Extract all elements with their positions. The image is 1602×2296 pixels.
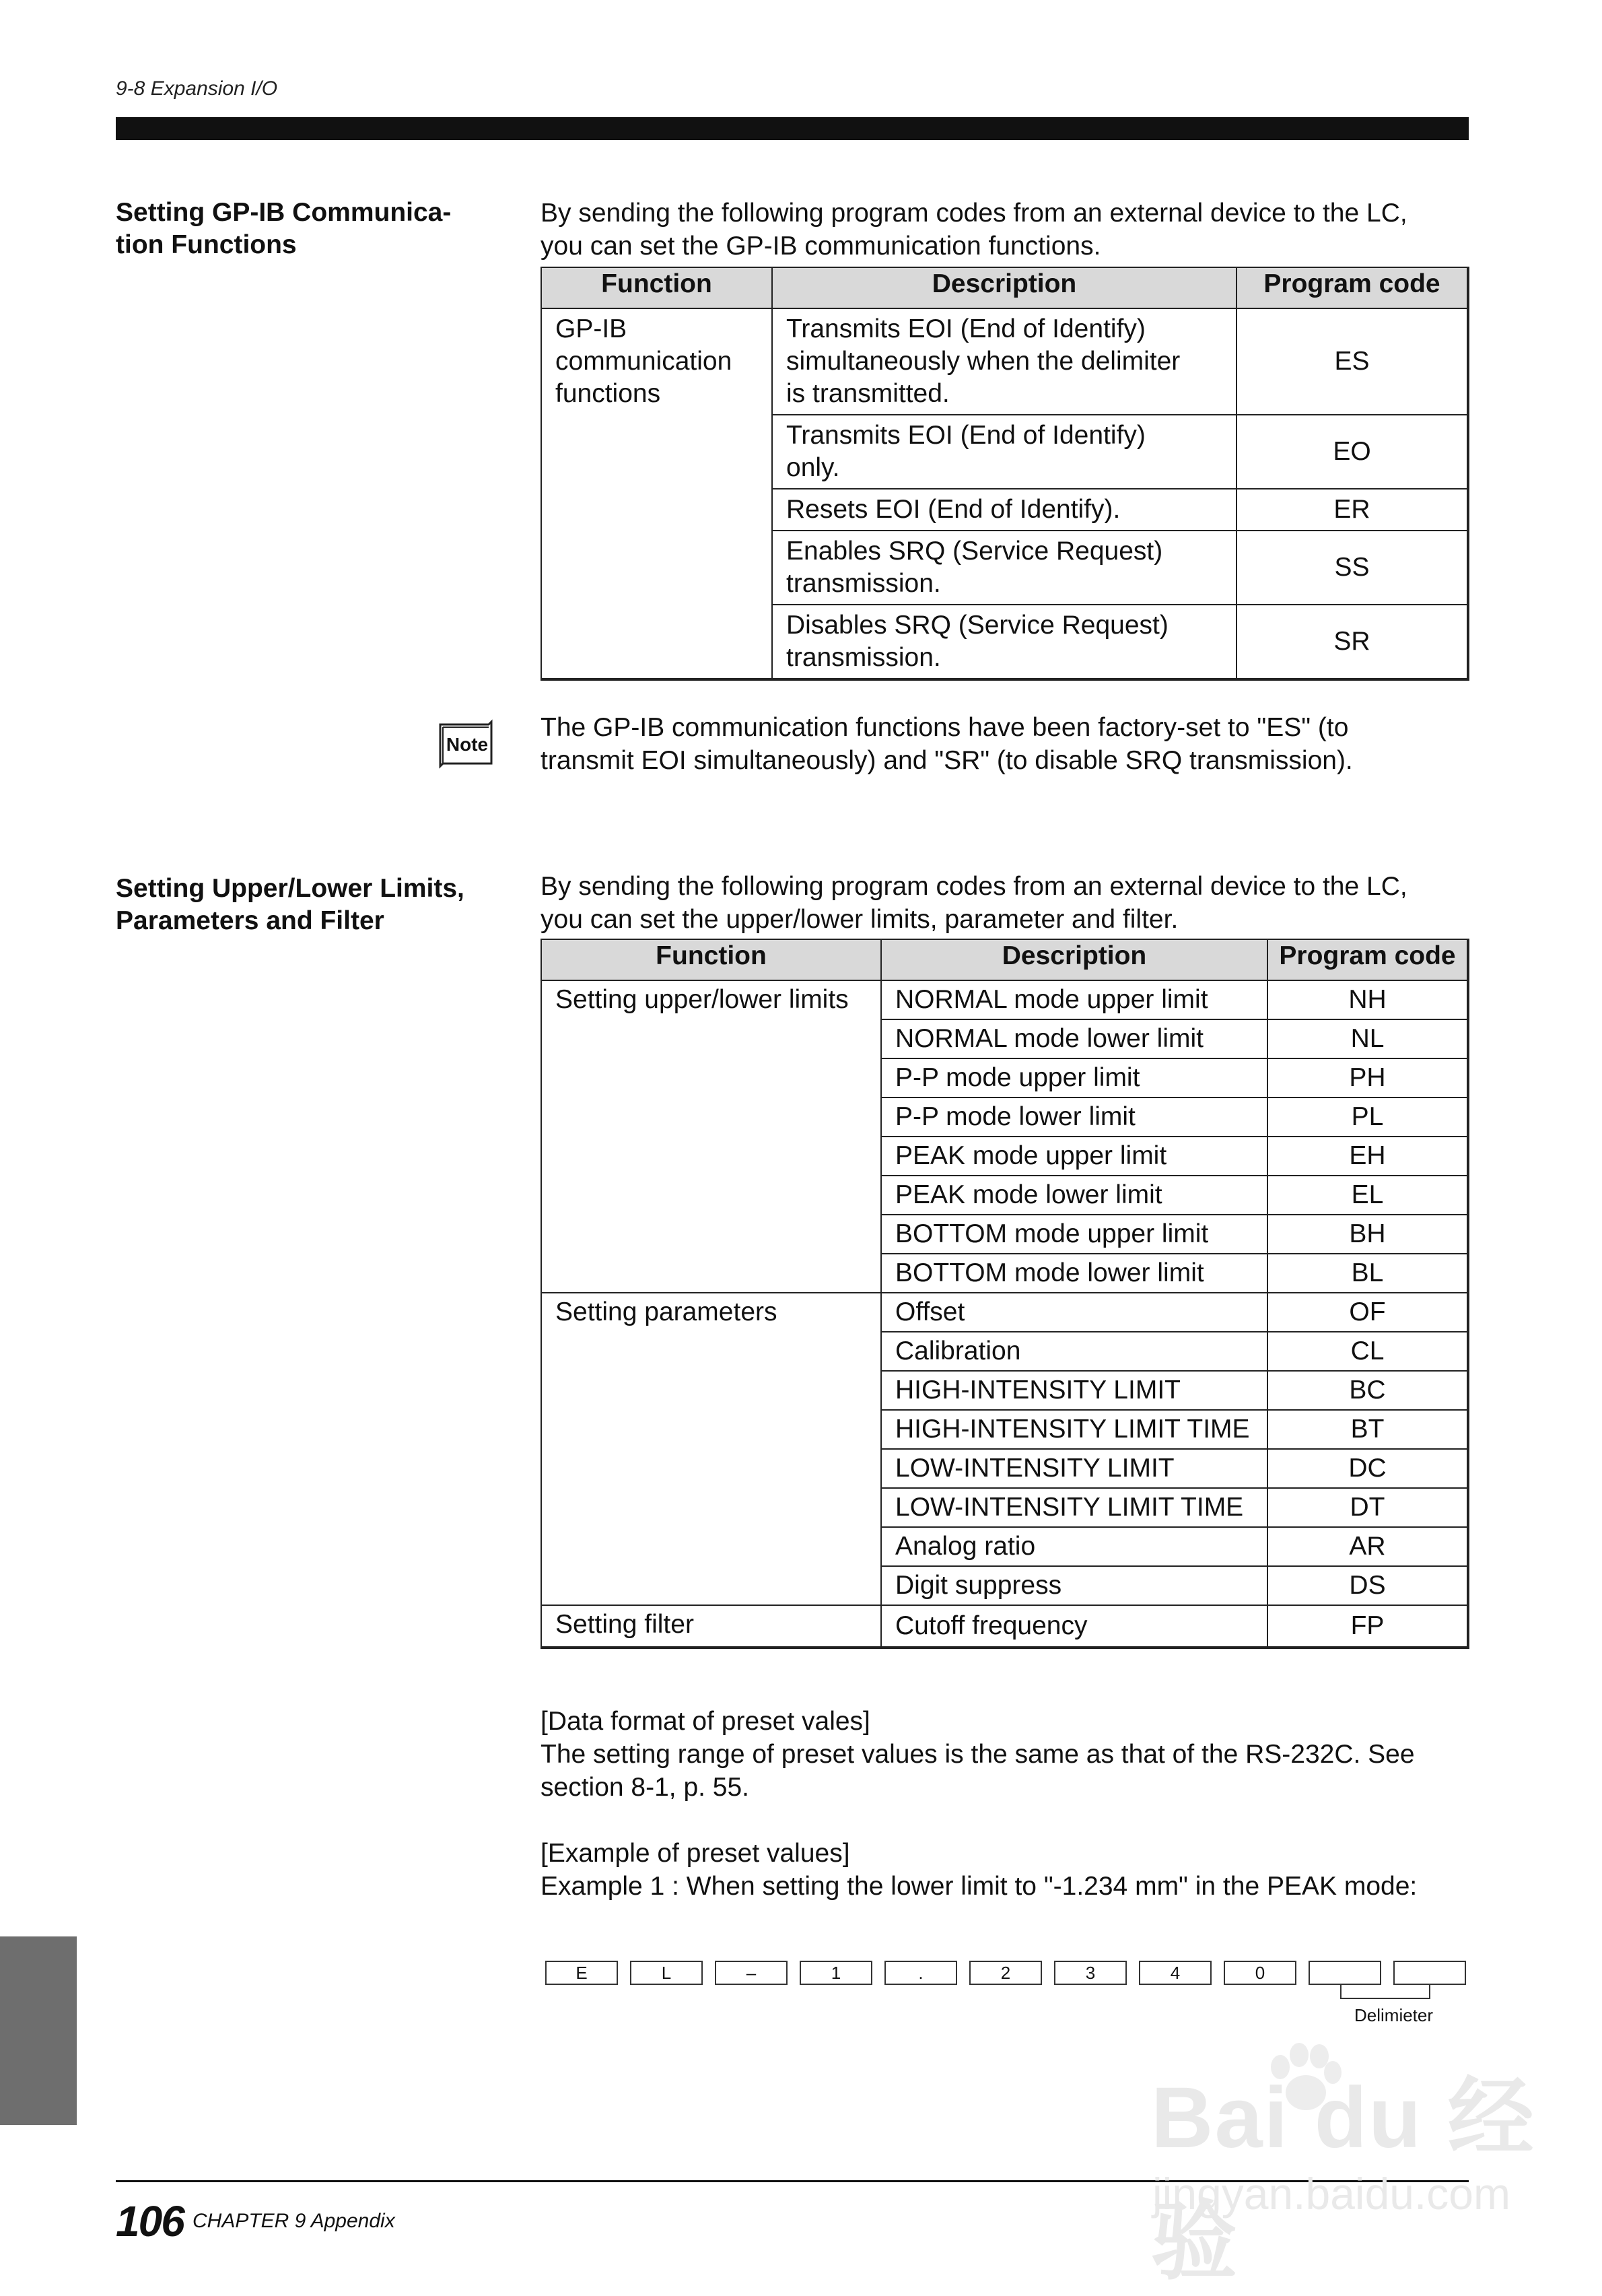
description-line: is transmitted. [786,379,950,408]
description-cell: LOW-INTENSITY LIMIT TIME [881,1488,1267,1527]
code-cell: DS [1267,1566,1468,1605]
code-cell: DC [1267,1449,1468,1488]
page-number: 106 [116,2197,184,2246]
table-header-row [541,939,1468,980]
code-cell: BT [1267,1410,1468,1449]
description-cell: HIGH-INTENSITY LIMIT [881,1371,1267,1410]
column-header-description: Description [881,939,1267,980]
function-line: functions [555,379,661,408]
function-cell [541,308,772,679]
char-box: 3 [1054,1961,1127,1985]
function-cell: Setting filter [541,1605,881,1648]
description-line: Transmits EOI (End of Identify) [786,421,1146,450]
function-cell: Setting upper/lower limits [541,980,881,1293]
code-cell: BL [1267,1254,1468,1293]
description-cell: LOW-INTENSITY LIMIT [881,1449,1267,1488]
description-cell [772,531,1237,605]
example-heading: [Example of preset values] [541,1839,850,1868]
description-line: transmission. [786,569,941,598]
note-text [541,711,1353,777]
function-cell: Setting parameters [541,1293,881,1605]
table-header-row [541,267,1468,308]
char-box: – [715,1961,788,1985]
code-cell: SS [1237,531,1468,605]
header-bar [116,117,1469,140]
code-cell: PH [1267,1058,1468,1098]
description-cell: PEAK mode upper limit [881,1137,1267,1176]
table-row [541,1605,1468,1648]
description-cell: Digit suppress [881,1566,1267,1605]
column-header-function: Function [541,939,881,980]
note-icon-label: Note [446,734,489,755]
delimiter-label: Delimieter [1354,2005,1434,2025]
code-cell: SR [1237,605,1468,679]
char-box: 1 [800,1961,872,1985]
description-cell [772,308,1237,415]
table-row [541,1293,1468,1332]
description-cell: HIGH-INTENSITY LIMIT TIME [881,1410,1267,1449]
code-cell: PL [1267,1098,1468,1137]
description-cell: Calibration [881,1332,1267,1371]
description-line: Disables SRQ (Service Request) [786,611,1169,640]
description-cell: P-P mode lower limit [881,1098,1267,1137]
note-line1: The GP-IB communication functions have been factory-set to "ES" (to [541,713,1349,742]
code-cell: NH [1267,980,1468,1019]
description-cell: Analog ratio [881,1527,1267,1566]
note-line2: transmit EOI simultaneously) and "SR" (to disable SRQ transmission). [541,746,1353,775]
function-line: GP-IB [555,314,627,343]
code-cell: ER [1237,489,1468,531]
description-cell [772,489,1237,531]
code-cell: DT [1267,1488,1468,1527]
description-line: Enables SRQ (Service Request) [786,537,1163,566]
description-line: simultaneously when the delimiter [786,347,1181,376]
description-line: only. [786,453,840,482]
char-box: 2 [969,1961,1042,1985]
delimiter-bracket [1339,1984,1440,2001]
code-cell: EL [1267,1176,1468,1215]
running-header: 9-8 Expansion I/O [116,77,278,100]
table-row [541,308,1468,415]
limits-parameters-table [541,939,1469,1649]
char-box: 0 [1224,1961,1296,1985]
column-header-function: Function [541,267,772,308]
chapter-thumb-tab [0,1936,77,2125]
section2-title [116,873,464,937]
code-cell: OF [1267,1293,1468,1332]
watermark-url: jingyan.baidu.com [1152,2169,1510,2219]
description-line: Transmits EOI (End of Identify) [786,314,1146,343]
section2-title-line2: Parameters and Filter [116,906,384,935]
section2-title-line1: Setting Upper/Lower Limits, [116,874,464,903]
description-cell: NORMAL mode upper limit [881,980,1267,1019]
char-box: L [630,1961,703,1985]
column-header-code: Program code [1237,267,1468,308]
section1-intro-line2: you can set the GP-IB communication functions. [541,232,1101,261]
section2-intro-line1: By sending the following program codes from an external device to the LC, [541,872,1407,901]
code-cell: NL [1267,1019,1468,1058]
note-icon [436,719,495,769]
watermark-brand: Bai du 经验 [1151,2070,1535,2290]
chapter-label: CHAPTER 9 Appendix [193,2210,395,2232]
code-cell: CL [1267,1332,1468,1371]
description-line: transmission. [786,643,941,672]
data-format-line2: section 8-1, p. 55. [541,1773,750,1802]
code-cell: AR [1267,1527,1468,1566]
section1-title-line2: tion Functions [116,230,297,259]
section1-title [116,197,451,261]
gpib-functions-table [541,267,1469,681]
table-row [541,980,1468,1019]
description-cell: Cutoff frequency [881,1605,1267,1648]
char-box: E [545,1961,618,1985]
section1-title-line1: Setting GP-IB Communica- [116,198,452,227]
section2-intro-line2: you can set the upper/lower limits, parameter and filter. [541,905,1179,934]
description-cell: BOTTOM mode lower limit [881,1254,1267,1293]
description-cell: NORMAL mode lower limit [881,1019,1267,1058]
example-line: Example 1 : When setting the lower limit to "-1.234 mm" in the PEAK mode: [541,1872,1418,1901]
delimiter-box [1309,1961,1381,1985]
code-cell: ES [1237,308,1468,415]
data-format-line1: The setting range of preset values is the same as that of the RS-232C. See [541,1740,1415,1769]
code-cell: EH [1267,1137,1468,1176]
code-cell: BC [1267,1371,1468,1410]
description-cell: PEAK mode lower limit [881,1176,1267,1215]
code-cell: EO [1237,415,1468,489]
function-line: communication [555,347,732,376]
description-cell: BOTTOM mode upper limit [881,1215,1267,1254]
description-cell [772,605,1237,679]
section1-intro [541,197,1407,263]
description-cell: Offset [881,1293,1267,1332]
section2-intro [541,870,1407,936]
delimiter-box [1393,1961,1466,1985]
column-header-description: Description [772,267,1237,308]
data-format-heading: [Data format of preset vales] [541,1707,870,1736]
char-box: . [884,1961,957,1985]
example-block [541,1837,1417,1903]
description-cell [772,415,1237,489]
description-line: Resets EOI (End of Identify). [786,495,1121,524]
column-header-code: Program code [1267,939,1468,980]
section1-intro-line1: By sending the following program codes from an external device to the LC, [541,199,1407,228]
char-box: 4 [1139,1961,1212,1985]
code-cell: FP [1267,1605,1468,1648]
description-cell: P-P mode upper limit [881,1058,1267,1098]
code-cell: BH [1267,1215,1468,1254]
data-format-block [541,1705,1415,1804]
